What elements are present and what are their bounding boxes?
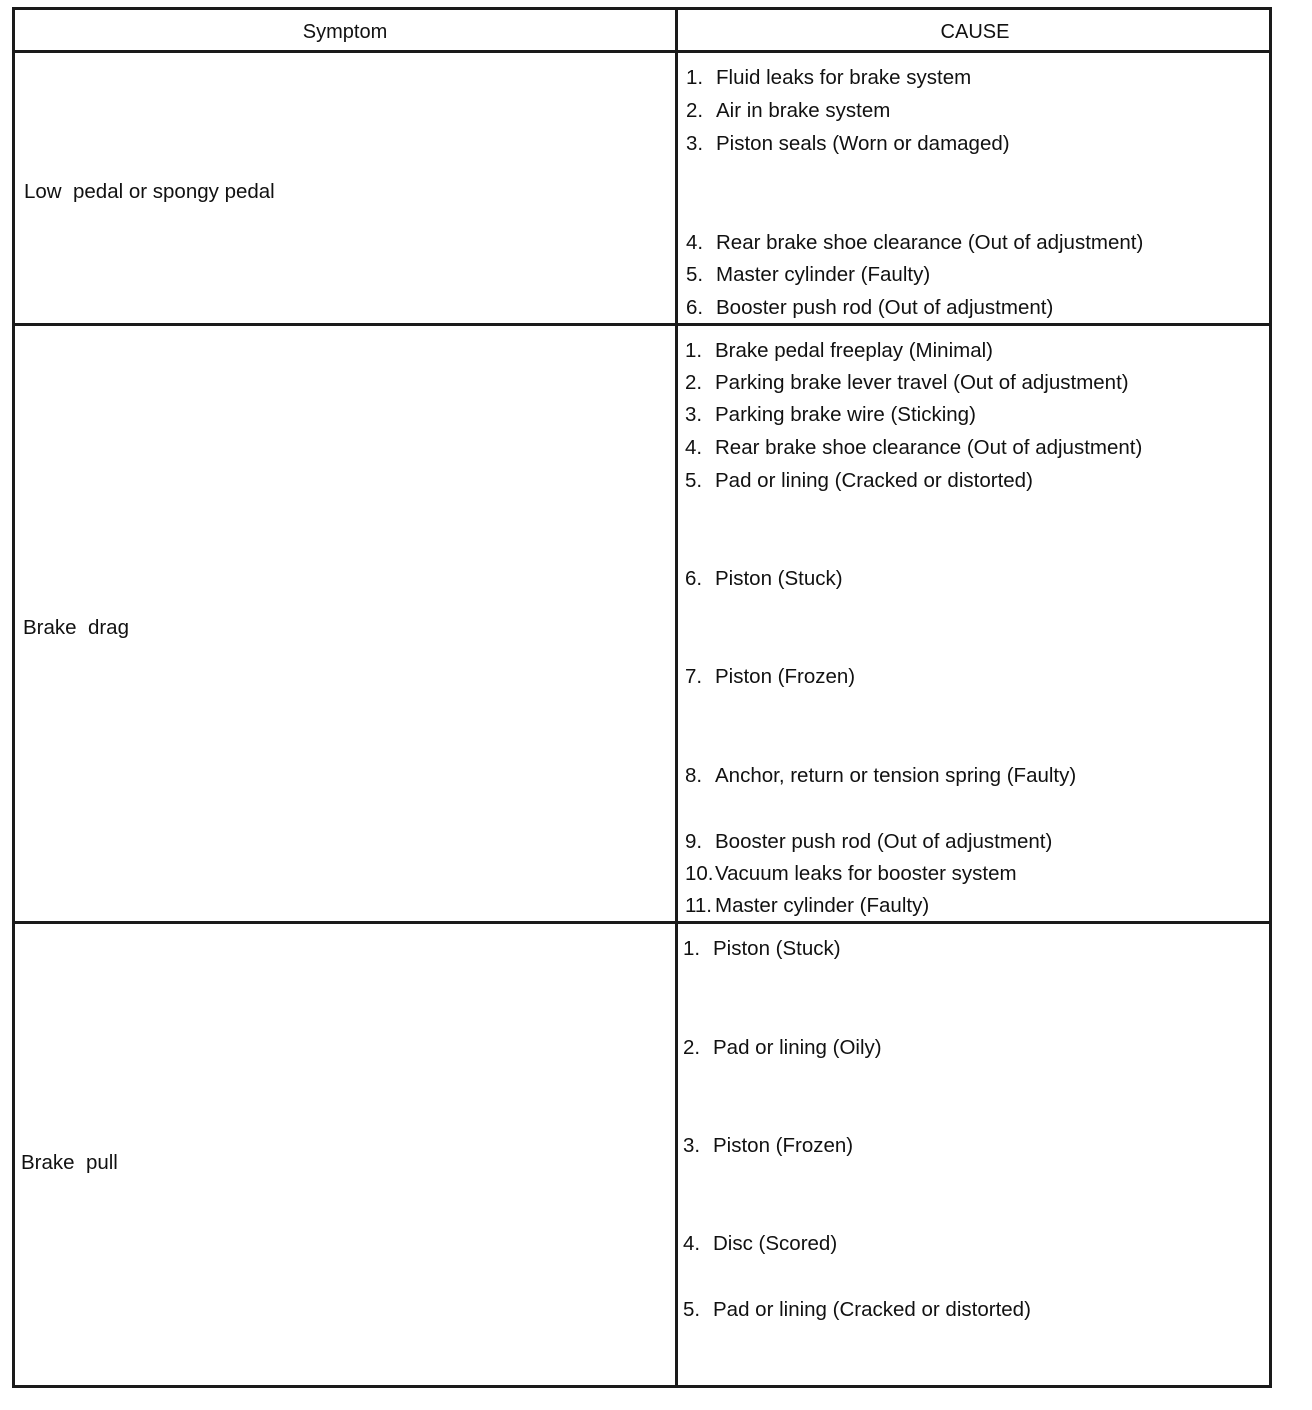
row-1-cause-4: 4. Rear brake shoe clearance (Out of adjustment) (686, 231, 1144, 254)
header-cause: CAUSE (940, 21, 1010, 43)
row-2-symptom: Brake drag (23, 616, 129, 639)
row-3-cause-2: 2. Pad or lining (Oily) (683, 1036, 882, 1059)
row-1-symptom: Low pedal or spongy pedal (24, 180, 275, 203)
row-divider-2 (15, 921, 1269, 924)
row-1-cause-5: 5. Master cylinder (Faulty) (686, 263, 931, 286)
row-1-cause-2: 2. Air in brake system (686, 99, 891, 122)
column-divider (675, 10, 678, 1385)
row-2-cause-11: 11. Master cylinder (Faulty) (685, 894, 930, 917)
row-1-cause-6: 6. Booster push rod (Out of adjustment) (686, 296, 1054, 319)
row-2-cause-8: 8. Anchor, return or tension spring (Faulty) (685, 764, 1077, 787)
row-2-cause-10: 10.Vacuum leaks for booster system (685, 862, 1017, 885)
row-3-cause-5: 5. Pad or lining (Cracked or distorted) (683, 1298, 1031, 1321)
row-3-cause-3: 3. Piston (Frozen) (683, 1134, 854, 1157)
row-2-cause-1: 1. Brake pedal freeplay (Minimal) (685, 339, 994, 362)
row-3-cause-1: 1. Piston (Stuck) (683, 937, 841, 960)
header-symptom: Symptom (302, 21, 388, 43)
symptom-cause-table (12, 7, 1272, 1388)
row-divider-1 (15, 323, 1269, 326)
row-2-cause-6: 6. Piston (Stuck) (685, 567, 843, 590)
row-3-cause-4: 4. Disc (Scored) (683, 1232, 838, 1255)
row-2-cause-7: 7. Piston (Frozen) (685, 665, 856, 688)
row-1-cause-3: 3. Piston seals (Worn or damaged) (686, 132, 1010, 155)
row-3-symptom: Brake pull (21, 1151, 118, 1174)
row-2-cause-9: 9. Booster push rod (Out of adjustment) (685, 830, 1053, 853)
row-2-cause-4: 4. Rear brake shoe clearance (Out of adjustment) (685, 436, 1143, 459)
row-2-cause-5: 5. Pad or lining (Cracked or distorted) (685, 469, 1033, 492)
header-divider (15, 50, 1269, 53)
row-1-cause-1: 1. Fluid leaks for brake system (686, 66, 972, 89)
row-2-cause-2: 2. Parking brake lever travel (Out of adjustment) (685, 371, 1129, 394)
row-2-cause-3: 3. Parking brake wire (Sticking) (685, 403, 976, 426)
